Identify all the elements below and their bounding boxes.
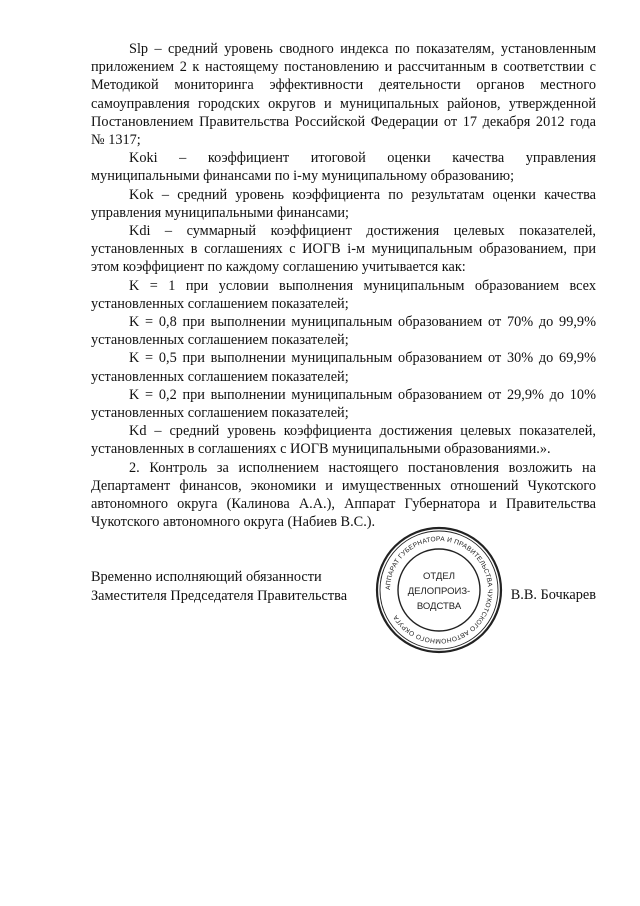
signatory-name: В.В. Бочкарев	[510, 587, 596, 603]
signatory-position	[91, 568, 347, 606]
signatory-position-line2: Заместителя Председателя Правительства	[91, 588, 348, 604]
paragraph-k-0-8: K = 0,8 при выполнении муниципальным образованием от 70% до 99,9% установленных соглашением показателей;	[91, 314, 596, 349]
paragraph-kd: Kd – средний уровень коэффициента достижения целевых показателей, установленных в соглашениях с ИОГВ муниципальными образованиями.».	[91, 423, 596, 458]
paragraph-kdi: Kdi – суммарный коэффициент достижения целевых показателей, установленных в соглашениях с ИОГВ i-м муниципальным образованием, при этом коэффициент по каждому соглашению учитывается как:	[91, 223, 596, 276]
document-body	[91, 40, 596, 531]
stamp-seal	[374, 525, 504, 655]
paragraph-k-1: K = 1 при условии выполнения муниципальным образованием всех установленных соглашением показателей;	[91, 277, 596, 312]
paragraph-control: 2. Контроль за исполнением настоящего постановления возложить на Департамент финансов, экономики и имущественных отношений Чукотского автономного округа (Калинова А.А.), Аппарат Губернатора и Правительства Чукотского автономного округа (Набиев В.С.).	[91, 459, 596, 531]
paragraph-slp: Slp – средний уровень сводного индекса по показателям, установленным приложением 2 к настоящему постановлению и рассчитанным в соответствии с Методикой мониторинга эффективности деятельности органов местного самоуправления городских округов и муниципальных районов, утвержденной Постановлением Правительства Российской Федерации от 17 декабря 2012 года № 1317;	[91, 41, 596, 149]
signatory-position-line1: Временно исполняющий обязанности	[91, 569, 322, 585]
paragraph-koki: Koki – коэффициент итоговой оценки качества управления муниципальными финансами по i-му муниципальному образованию;	[91, 150, 596, 185]
official-stamp	[374, 525, 504, 655]
paragraph-kok: Kok – средний уровень коэффициента по результатам оценки качества управления муниципальными финансами;	[91, 186, 596, 221]
stamp-ring-text: АППАРАТ ГУБЕРНАТОРА И ПРАВИТЕЛЬСТВА ЧУКОТСКОГО АВТОНОМНОГО ОКРУГА	[384, 535, 494, 645]
stamp-line3: ВОДСТВА	[416, 601, 462, 612]
stamp-line1: ОТДЕЛ	[423, 571, 455, 582]
paragraph-k-0-2: K = 0,2 при выполнении муниципальным образованием от 29,9% до 10% установленных соглашением показателей;	[91, 386, 596, 422]
paragraph-k-0-5: K = 0,5 при выполнении муниципальным образованием от 30% до 69,9% установленных соглашением показателей;	[91, 350, 596, 385]
stamp-line2: ДЕЛОПРОИЗ-	[407, 586, 471, 597]
